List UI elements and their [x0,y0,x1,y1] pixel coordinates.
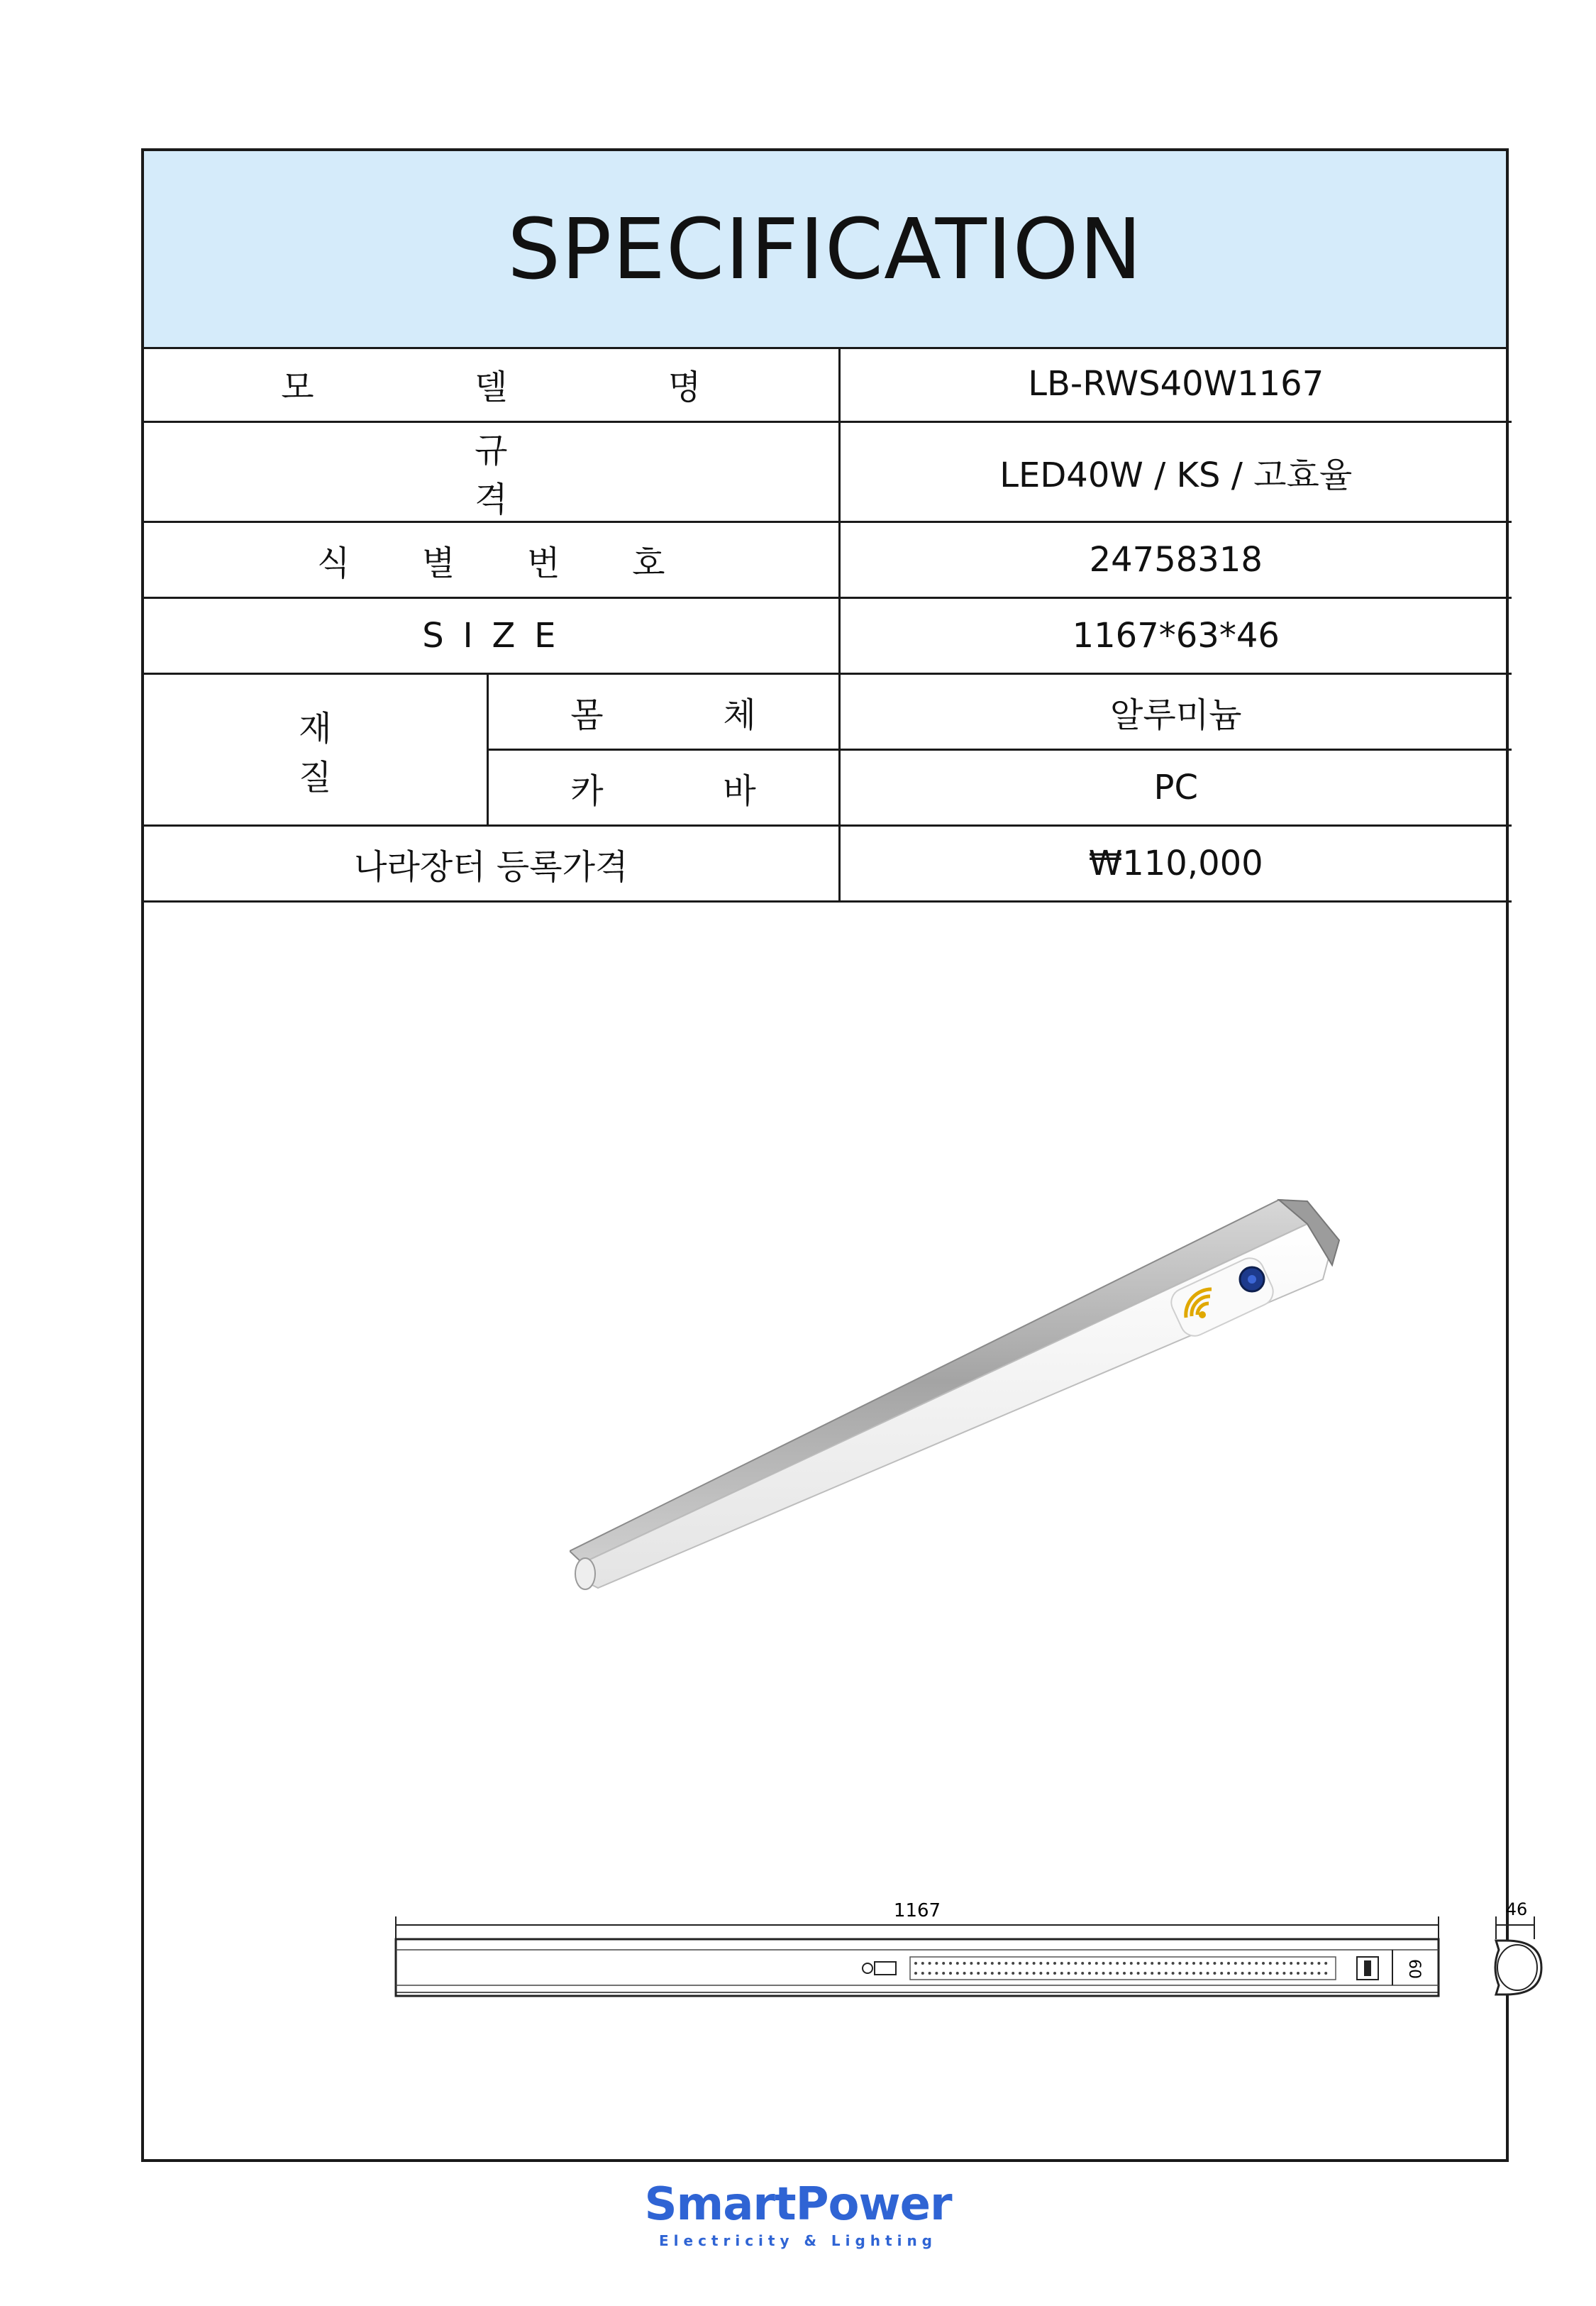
led-dot [1213,1972,1216,1975]
led-dot [1269,1972,1272,1975]
spec-sheet [141,148,1528,2162]
led-dot [1019,1962,1021,1965]
led-dot [970,1972,972,1975]
led-dot [914,1962,917,1965]
led-dot [1053,1962,1056,1965]
led-dot [1046,1962,1049,1965]
led-dot [1324,1962,1327,1965]
led-dot [1143,1972,1146,1975]
led-dot [1165,1972,1168,1975]
led-dot [1234,1962,1237,1965]
spec-header [144,151,1506,349]
row-size [144,598,1512,674]
led-dot [1109,1962,1112,1965]
led-dot [1213,1962,1216,1965]
size-label: S I Z E [144,598,839,674]
led-dot [921,1962,924,1965]
led-dot [1123,1962,1126,1965]
led-dot [984,1962,987,1965]
material-cover-label: 카 바 [487,750,839,826]
led-dot [1012,1962,1014,1965]
led-dot [921,1972,924,1975]
id-number-label: 식 별 번 호 [144,522,839,598]
led-dot [970,1962,972,1965]
row-model [144,347,1512,422]
led-dot [942,1962,945,1965]
led-dot [1199,1972,1202,1975]
led-dot [1192,1972,1195,1975]
led-dot [1248,1962,1251,1965]
led-dot [949,1962,952,1965]
led-dot [1151,1962,1153,1965]
led-dot [1282,1972,1285,1975]
led-dot [998,1972,1001,1975]
brand-name: SmartPower [644,2178,952,2231]
led-dot [1019,1972,1021,1975]
material-body-label: 몸 체 [487,674,839,750]
led-dot [1081,1962,1084,1965]
led-dot [1311,1962,1314,1965]
led-dot [1269,1962,1272,1965]
led-dot [956,1962,959,1965]
price-label: 나라장터 등록가격 [144,826,839,902]
row-price [144,826,1512,902]
led-dot [1026,1972,1029,1975]
led-dot [949,1972,952,1975]
led-dot [1116,1972,1119,1975]
led-dot [1109,1972,1112,1975]
led-dot [1026,1962,1029,1965]
material-body-value: 알루미늄 [839,674,1512,750]
led-dot [1095,1972,1098,1975]
led-dot [1137,1972,1140,1975]
led-dot [1227,1962,1230,1965]
led-dot [1172,1962,1175,1965]
led-dot [1276,1962,1279,1965]
led-dot [1262,1972,1265,1975]
led-dot [1068,1962,1070,1965]
led-dot [929,1962,931,1965]
led-dot [1311,1972,1314,1975]
led-dot [1178,1962,1181,1965]
led-dot [977,1962,980,1965]
led-dot [977,1972,980,1975]
led-dot [1088,1972,1091,1975]
led-dot [1102,1962,1105,1965]
led-dot [1185,1972,1188,1975]
led-dot [1207,1962,1209,1965]
led-dot [984,1972,987,1975]
led-dot [1033,1972,1036,1975]
led-dot [1262,1962,1265,1965]
led-dot [963,1962,966,1965]
led-dot [1185,1962,1188,1965]
led-dot [1088,1962,1091,1965]
led-dot [1123,1972,1126,1975]
led-dot [991,1962,994,1965]
led-dot [991,1972,994,1975]
led-dot [1068,1972,1070,1975]
model-value: LB-RWS40W1167 [839,347,1512,422]
height-dimension: 60 [1405,1959,1423,1979]
led-dot [998,1962,1001,1965]
led-dot [1004,1962,1007,1965]
led-dot [1012,1972,1014,1975]
led-dot [942,1972,945,1975]
dimension-drawing [378,1897,1584,2024]
led-dot [1227,1972,1230,1975]
led-dot [1178,1972,1181,1975]
led-dot [1255,1962,1258,1965]
led-dot [1081,1972,1084,1975]
led-dot [1095,1962,1098,1965]
row-material-body [144,674,1512,750]
led-dot [1004,1972,1007,1975]
led-dot [1046,1972,1049,1975]
led-dot [1207,1972,1209,1975]
led-dot [1276,1972,1279,1975]
standard-label: 규 격 [144,422,839,522]
led-dot [1199,1962,1202,1965]
led-dot [1220,1962,1223,1965]
brand-logo [0,2178,1596,2249]
led-dot [1290,1962,1292,1965]
product-image [570,1180,1421,1606]
led-dot [1039,1972,1042,1975]
led-dot [1220,1972,1223,1975]
led-dot [1241,1972,1244,1975]
material-cover-value: PC [839,750,1512,826]
page-title: SPECIFICATION [507,200,1143,298]
led-dot [1192,1962,1195,1965]
size-value: 1167*63*46 [839,598,1512,674]
led-dot [1074,1972,1077,1975]
led-dot [1317,1962,1320,1965]
led-dot [1158,1972,1160,1975]
row-id-number [144,522,1512,598]
led-dot [1053,1972,1056,1975]
led-dot [1255,1972,1258,1975]
brand-tagline: Electricity & Lighting [658,2232,938,2249]
led-dot [1143,1962,1146,1965]
led-dot [1297,1972,1299,1975]
led-dot [1060,1962,1063,1965]
led-dot [935,1972,938,1975]
led-dot [914,1972,917,1975]
spec-table [144,347,1512,903]
price-value: ₩110,000 [839,826,1512,902]
led-dot [1234,1972,1237,1975]
standard-value: LED40W / KS / 고효율 [839,422,1512,522]
led-dot [1304,1972,1307,1975]
led-dot [1102,1972,1105,1975]
led-dot [929,1972,931,1975]
led-dot [1130,1972,1133,1975]
led-dot [1290,1972,1292,1975]
depth-dimension: 46 [1505,1899,1528,1919]
model-label: 모 델 명 [144,347,839,422]
led-dot [935,1962,938,1965]
led-dot [1137,1962,1140,1965]
led-dot [1158,1962,1160,1965]
id-number-value: 24758318 [839,522,1512,598]
led-dot [963,1972,966,1975]
led-dot [1165,1962,1168,1965]
led-dot [1039,1962,1042,1965]
led-dot [1033,1962,1036,1965]
led-dot [1282,1962,1285,1965]
led-dot [1074,1962,1077,1965]
length-dimension: 1167 [893,1900,941,1921]
led-dot [1060,1972,1063,1975]
led-dot [1324,1972,1327,1975]
led-dot [1172,1972,1175,1975]
led-dot [1304,1962,1307,1965]
led-dot [1248,1972,1251,1975]
led-dot [1151,1972,1153,1975]
led-dot [1130,1962,1133,1965]
led-dot [1317,1972,1320,1975]
material-label: 재 질 [144,674,487,826]
led-dot [956,1972,959,1975]
led-dot [1116,1962,1119,1965]
led-dot [1241,1962,1244,1965]
led-dot [1297,1962,1299,1965]
row-standard [144,422,1512,522]
